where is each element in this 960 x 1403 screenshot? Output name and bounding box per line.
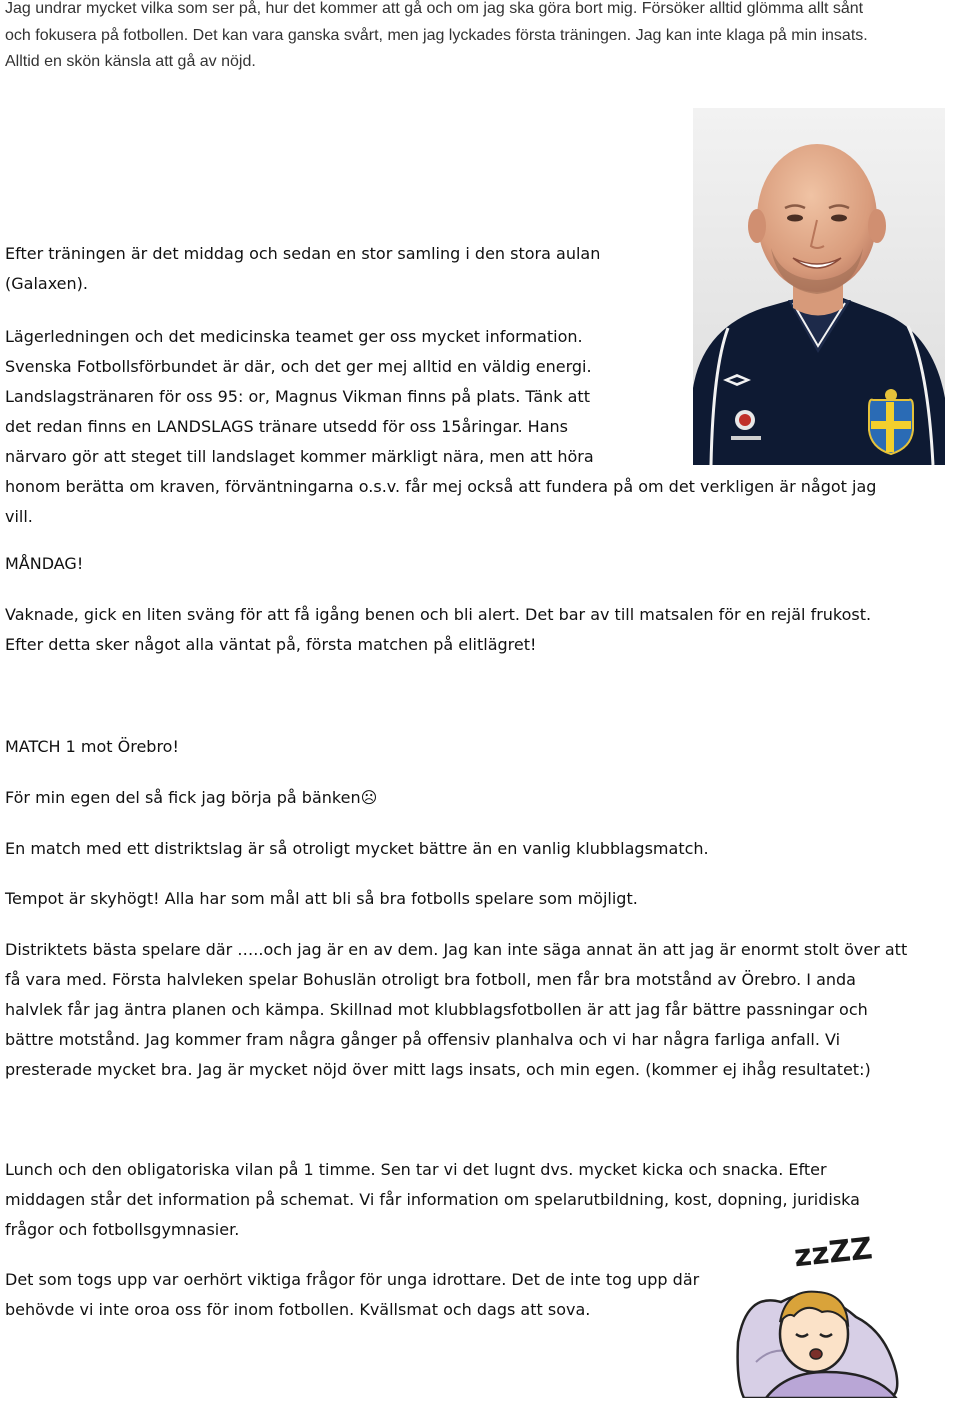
text-line: och fokusera på fotbollen. Det kan vara ganska svårt, men jag lyckades första träningen. Jag kan inte klaga på min insats. — [5, 26, 868, 44]
sleeping-cartoon — [736, 1222, 912, 1398]
paragraph-match-report — [5, 935, 907, 1085]
bench-text: För min egen del så fick jag börja på bänken — [5, 788, 361, 807]
paragraph-monday — [5, 600, 871, 660]
text-line: presterade mycket bra. Jag är mycket nöjd över mitt lags insats, och min egen. (kommer ej ihåg resultatet:) — [5, 1060, 871, 1079]
text-line: Tempot är skyhögt! Alla har som mål att bli så bra fotbolls spelare som möjligt. — [5, 889, 638, 908]
text-line: Efter träningen är det middag och sedan en stor samling i den stora aulan — [5, 244, 601, 263]
zzz-caption: zzZZ — [792, 1231, 875, 1275]
section-heading: MATCH 1 mot Örebro! — [5, 737, 179, 756]
text-line — [5, 783, 377, 813]
paragraph-district-match — [5, 834, 709, 864]
paragraph-dinner — [5, 239, 600, 299]
text-line: närvaro gör att steget till landslaget kommer märkligt nära, men att höra — [5, 447, 594, 466]
text-line: (Galaxen). — [5, 274, 88, 293]
text-line: Det som togs upp var oerhört viktiga frågor för unga idrottare. Det de inte tog upp där — [5, 1270, 700, 1289]
paragraph-bench — [5, 783, 377, 813]
text-line: Distriktets bästa spelare där …..och jag är en av dem. Jag kan inte säga annat än att jag är enormt stolt över att — [5, 940, 908, 959]
sleeping-character-image — [736, 1222, 912, 1398]
text-line: Svenska Fotbollsförbundet är där, och det ger mej alltid en väldig energi. — [5, 357, 592, 376]
text-line: Lunch och den obligatoriska vilan på 1 timme. Sen tar vi det lugnt dvs. mycket kicka och snacka. Efter — [5, 1160, 827, 1179]
text-line: bättre motstånd. Jag kommer fram några gånger på offensiv planhalva och vi har några farliga anfall. Vi — [5, 1030, 841, 1049]
paragraph-tempo — [5, 884, 638, 914]
text-line: frågor och fotbollsgymnasier. — [5, 1220, 240, 1239]
text-line: få vara med. Första halvleken spelar Bohuslän otroligt bra fotboll, men får bra motstånd av Örebro. I anda — [5, 970, 856, 989]
sad-face-icon: ☹ — [360, 788, 378, 807]
text-line: Alltid en skön känsla att gå av nöjd. — [5, 53, 256, 70]
paragraph-information — [5, 322, 876, 532]
text-line: Vaknade, gick en liten sväng för att få igång benen och bli alert. Det bar av till matsalen för en rejäl frukost. — [5, 605, 872, 624]
text-line: Jag undrar mycket vilka som ser på, hur det kommer att gå och om jag ska göra bort mig. Försöker alltid glömma allt sånt — [5, 0, 864, 17]
heading-monday — [5, 549, 83, 579]
text-line: middagen står det information på schemat. Vi får information om spelarutbildning, kost, dopning, juridiska — [5, 1190, 860, 1209]
paragraph-evening — [5, 1265, 699, 1325]
text-line: honom berätta om kraven, förväntningarna o.s.v. får mej också att fundera på om det verkligen är något jag — [5, 477, 877, 496]
text-line: Landslagstränaren för oss 95: or, Magnus Vikman finns på plats. Tänk att — [5, 387, 590, 406]
text-line: Lägerledningen och det medicinska teamet ger oss mycket information. — [5, 327, 583, 346]
section-heading: MÅNDAG! — [5, 554, 84, 573]
text-line: En match med ett distriktslag är så otroligt mycket bättre än en vanlig klubblagsmatch. — [5, 839, 709, 858]
text-line: Efter detta sker något alla väntat på, första matchen på elitlägret! — [5, 635, 537, 654]
heading-match — [5, 732, 179, 762]
text-line: det redan finns en LANDSLAGS tränare utsedd för oss 15åringar. Hans — [5, 417, 568, 436]
paragraph-lunch — [5, 1155, 860, 1245]
text-line: halvlek får jag äntra planen och kämpa. Skillnad mot klubblagsfotbollen är att jag får bättre passningar och — [5, 1000, 868, 1019]
text-line: behövde vi inte oroa oss för inom fotbollen. Kvällsmat och dags att sova. — [5, 1300, 591, 1319]
intro-paragraph — [5, 0, 955, 76]
text-line: vill. — [5, 507, 33, 526]
